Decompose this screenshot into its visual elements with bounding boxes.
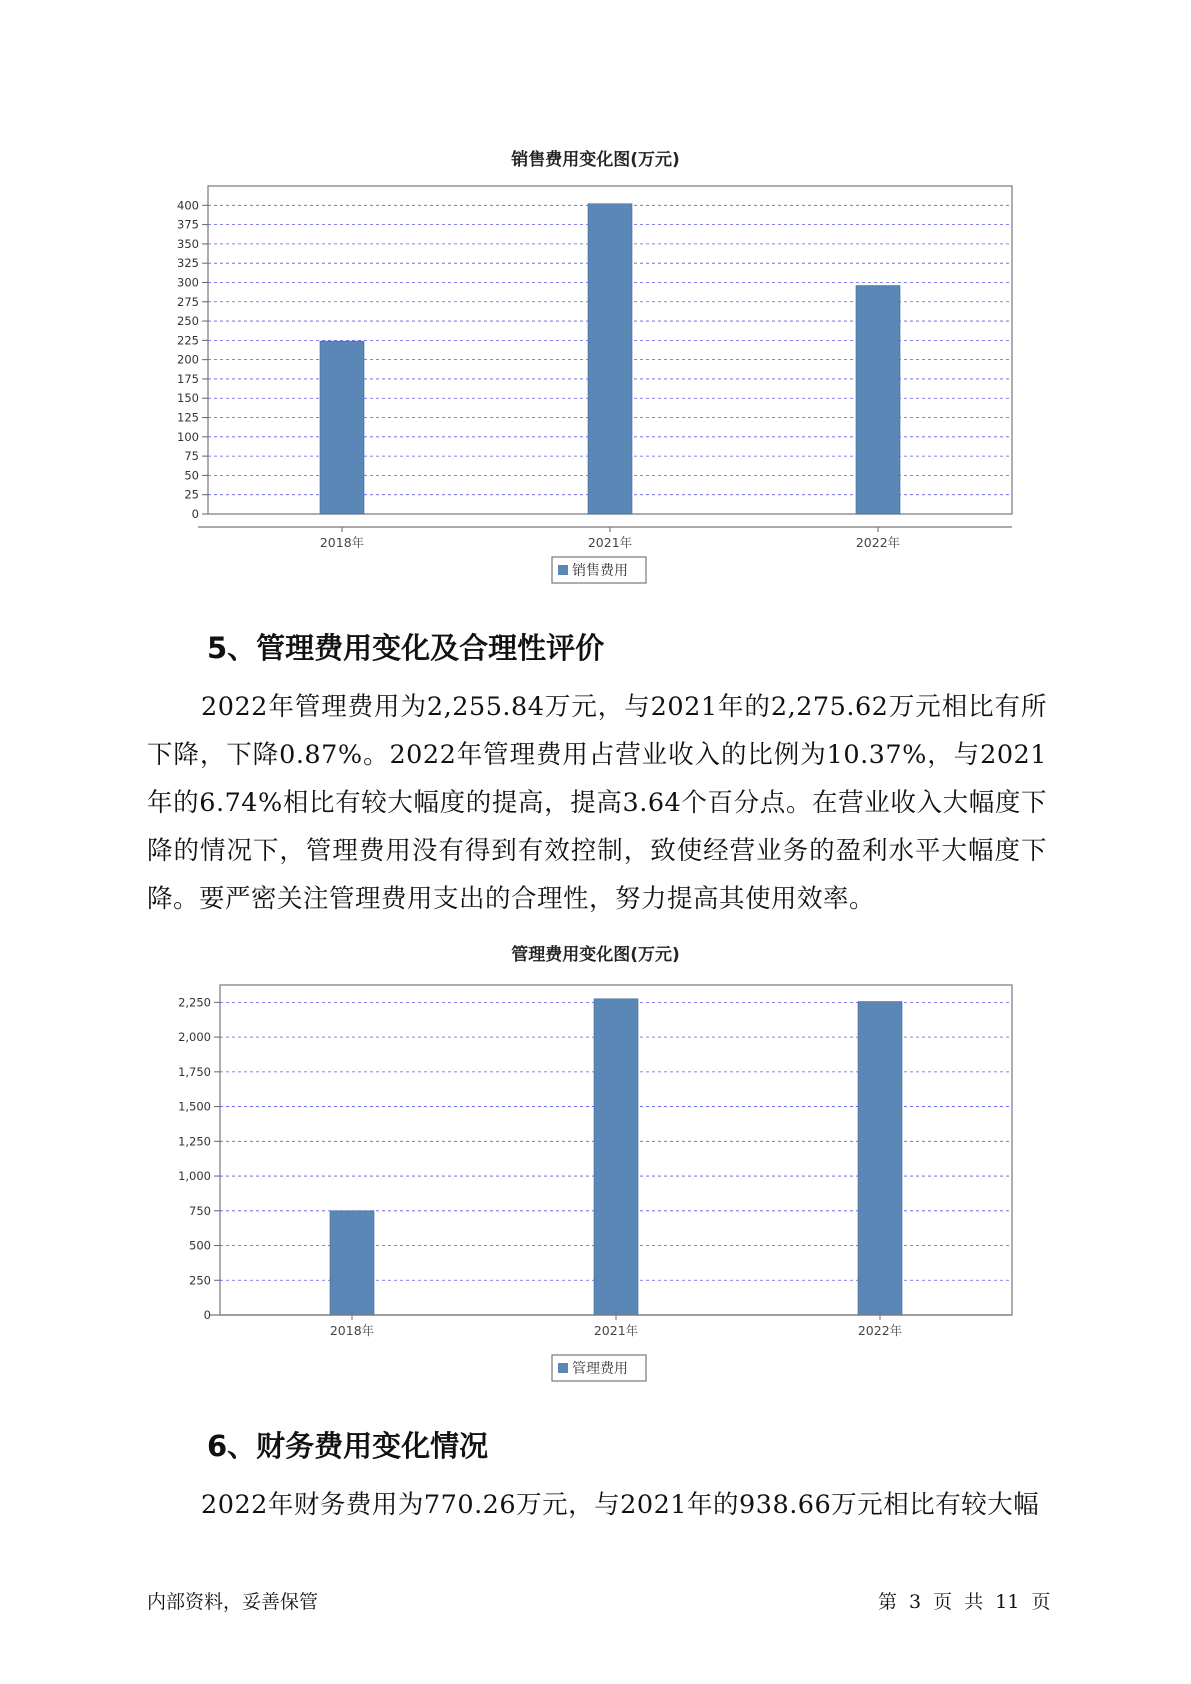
- y-tick-label: 1,500: [178, 1099, 211, 1114]
- admin-expense-chart: [0, 970, 1191, 1390]
- y-tick-label: 50: [184, 468, 199, 483]
- y-tick-label: 1,250: [178, 1134, 211, 1149]
- y-tick-label: 750: [189, 1203, 211, 1218]
- x-tick-label: 2018年: [319, 535, 365, 550]
- y-tick-label: 500: [189, 1238, 211, 1253]
- x-tick-label: 2021年: [593, 1323, 639, 1338]
- x-tick-label: 2022年: [855, 535, 901, 550]
- y-tick-label: 2,250: [178, 995, 211, 1010]
- section-5-paragraph: 2022年管理费用为2,255.84万元，与2021年的2,275.62万元相比有所下降，下降0.87%。2022年管理费用占营业收入的比例为10.37%，与2021年的6.74%相比有较大幅度的提高，提高3.64个百分点。在营业收入大幅度下降的情况下，管理费用没有得到有效控制，致使经营业务的盈利水平大幅度下降。要严密关注管理费用支出的合理性，努力提高其使用效率。: [147, 692, 1047, 914]
- sales-expense-chart: [0, 170, 1191, 590]
- y-tick-label: 0: [191, 507, 199, 521]
- y-tick-label: 25: [184, 487, 199, 502]
- y-tick-label: 375: [177, 217, 199, 232]
- y-tick-label: 125: [177, 410, 199, 425]
- y-tick-label: 275: [177, 294, 199, 309]
- bar-2018年: [320, 341, 364, 514]
- section-5-heading: 5、管理费用变化及合理性评价: [207, 631, 605, 665]
- y-tick-label: 1,000: [178, 1169, 211, 1184]
- y-tick-label: 2,000: [178, 1030, 211, 1045]
- y-tick-label: 225: [177, 333, 199, 348]
- bar-2022年: [856, 286, 900, 514]
- legend-label: 管理费用: [572, 1361, 628, 1377]
- y-tick-label: 350: [177, 236, 199, 251]
- bar-2021年: [588, 204, 632, 514]
- footer-page-number: 第 3 页 共 11 页: [878, 1591, 1051, 1613]
- y-tick-label: 400: [177, 198, 199, 213]
- y-tick-label: 75: [184, 449, 199, 464]
- y-tick-label: 300: [177, 275, 199, 290]
- y-tick-label: 0: [203, 1308, 211, 1322]
- x-tick-label: 2018年: [329, 1323, 375, 1338]
- bar-2022年: [858, 1002, 902, 1315]
- bar-2021年: [594, 999, 638, 1315]
- y-tick-label: 250: [189, 1273, 211, 1288]
- y-tick-label: 1,750: [178, 1064, 211, 1079]
- admin-chart-title: 管理费用变化图(万元): [511, 945, 680, 965]
- bar-2018年: [330, 1211, 374, 1315]
- y-tick-label: 175: [177, 371, 199, 386]
- y-tick-label: 250: [177, 314, 199, 329]
- y-tick-label: 325: [177, 256, 199, 271]
- section-6-heading: 6、财务费用变化情况: [207, 1429, 489, 1463]
- legend-swatch: [558, 565, 568, 575]
- footer-confidential-note: 内部资料，妥善保管: [147, 1591, 319, 1613]
- legend: [552, 557, 646, 583]
- sales-chart-title: 销售费用变化图(万元): [511, 150, 680, 170]
- y-tick-label: 100: [177, 429, 199, 444]
- y-tick-label: 150: [177, 391, 199, 406]
- section-6-paragraph: 2022年财务费用为770.26万元，与2021年的938.66万元相比有较大幅: [201, 1490, 1040, 1520]
- legend: [552, 1355, 646, 1381]
- legend-swatch: [558, 1363, 568, 1373]
- x-tick-label: 2022年: [857, 1323, 903, 1338]
- legend-label: 销售费用: [572, 563, 628, 579]
- y-tick-label: 200: [177, 352, 199, 367]
- x-tick-label: 2021年: [587, 535, 633, 550]
